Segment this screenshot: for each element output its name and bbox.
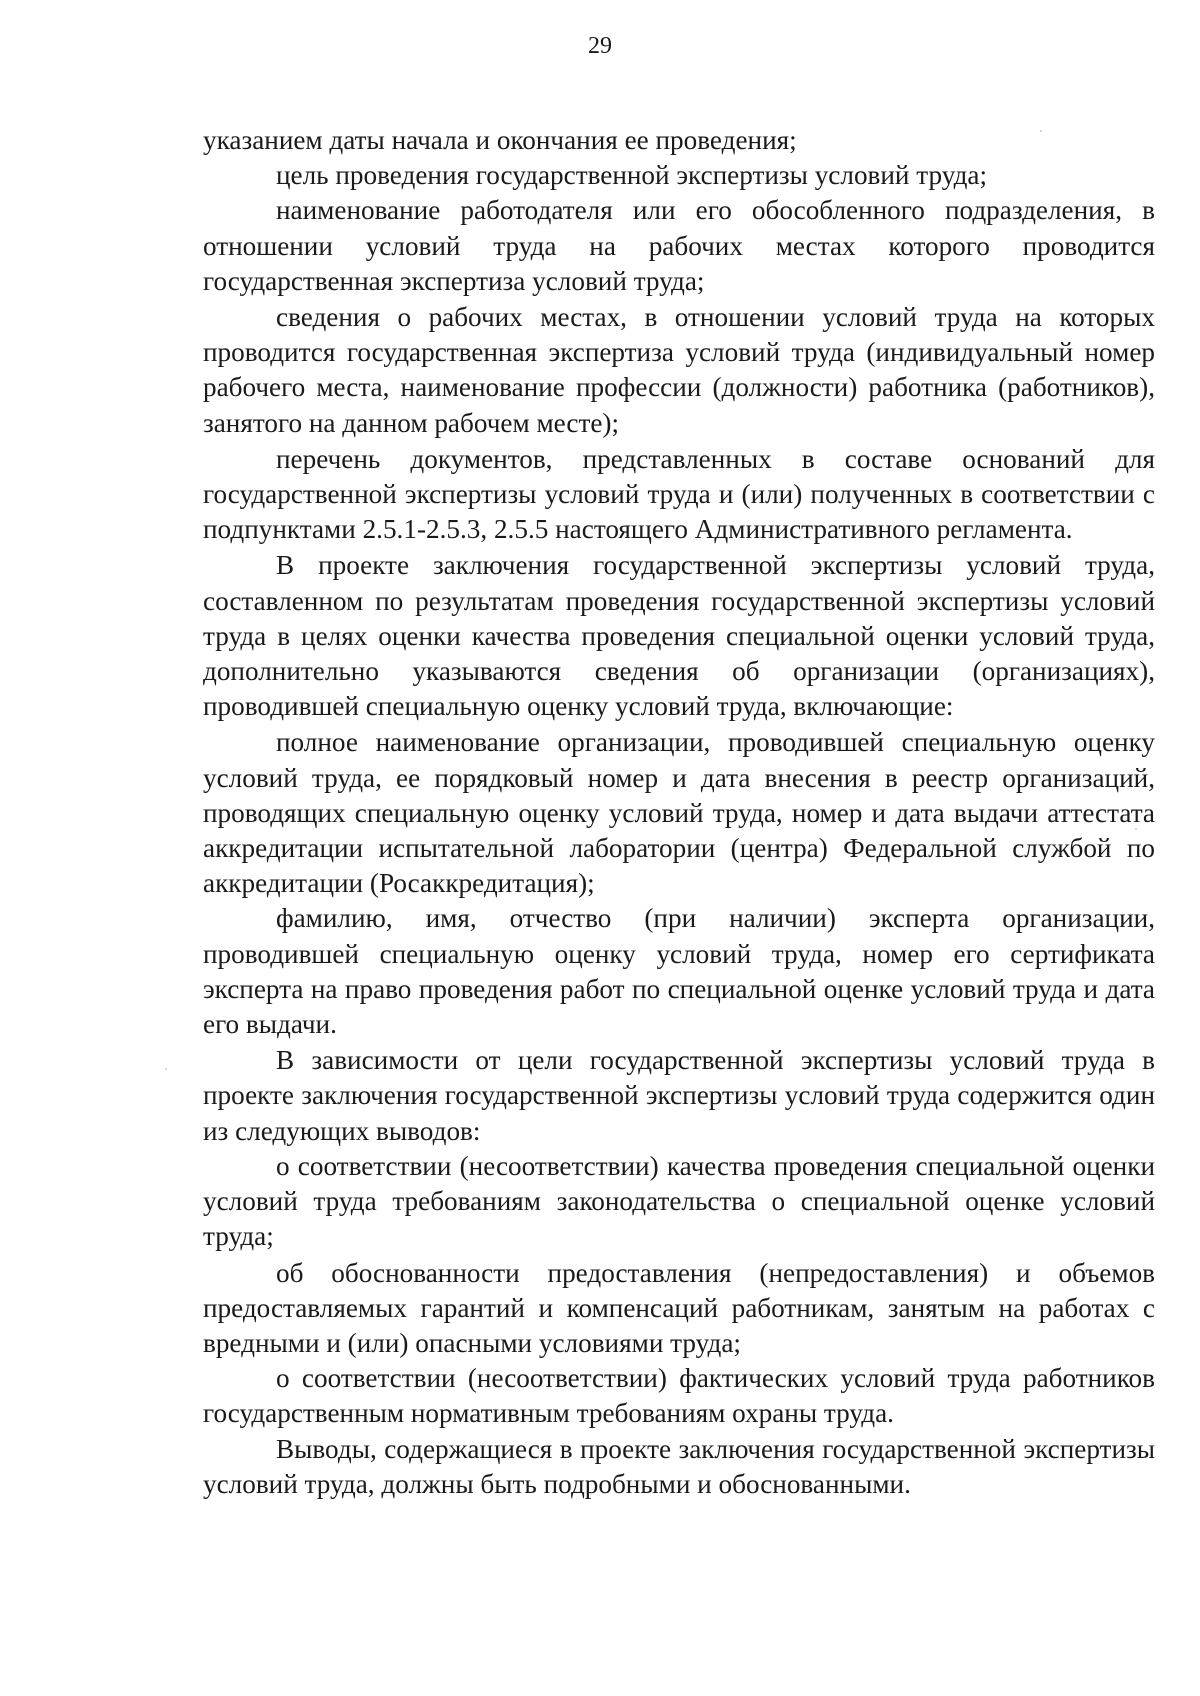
- paragraph-expertise-goal: цель проведения государственной экспертизы условий труда;: [276, 160, 988, 191]
- paragraph-employer-name: наименование работодателя или его обособленного подразделения, в отношении условий труда на рабочих местах которого проводится государственная экспертиза условий труда;: [203, 195, 1155, 296]
- document-body: [203, 123, 1155, 1502]
- scan-speck: [1135, 828, 1137, 830]
- paragraph-assessment-organization: В проекте заключения государственной экспертизы условий труда, составленном по результатам проведения государственной экспертизы условий труда в целях оценки качества проведения специальной оценки условий труда, дополнительно указываются сведения об организации (организациях), проводившей специальную оценку условий труда, включающие:: [203, 550, 1155, 722]
- paragraph-conclusion-types: В зависимости от цели государственной экспертизы условий труда в проекте заключения государственной экспертизы условий труда содержится один из следующих выводов:: [203, 1045, 1155, 1146]
- paragraph-actual-conditions: о соответствии (несоответствии) фактических условий труда работников государственным нормативным требованиям охраны труда.: [203, 1363, 1155, 1429]
- paragraph-conclusions-detail: Выводы, содержащиеся в проекте заключения государственной экспертизы условий труда, должны быть подробными и обоснованными.: [203, 1433, 1155, 1499]
- scan-speck: [165, 1068, 167, 1070]
- paragraph-date-range: указанием даты начала и окончания ее проведения;: [203, 125, 797, 155]
- scan-speck: [1040, 130, 1042, 132]
- page-number: 29: [588, 33, 612, 59]
- paragraph-expert-name: фамилию, имя, отчество (при наличии) эксперта организации, проводившей специальную оценку условий труда, номер его сертификата эксперта на право проведения работ по специальной оценке условий труда и дата его выдачи.: [203, 903, 1155, 1040]
- paragraph-workplace-info: сведения о рабочих местах, в отношении условий труда на которых проводится государственная экспертиза условий труда (индивидуальный номер рабочего места, наименование профессии (должности) работника (работников), занятого на данном рабочем месте);: [203, 302, 1155, 438]
- paragraph-quality-conformity: о соответствии (несоответствии) качества проведения специальной оценки условий труда требованиям законодательства о специальной оценке условий труда;: [203, 1150, 1155, 1252]
- paragraph-organization-full-name: полное наименование организации, проводившей специальную оценку условий труда, ее порядковый номер и дата внесения в реестр организаций, проводящих специальную оценку условий труда, номер и дата выдачи аттестата аккредитации испытательной лаборатории (центра) Федеральной службой по аккредитации (Росаккредитация);: [203, 727, 1155, 899]
- paragraph-guarantees-justification: об обоснованности предоставления (непредоставления) и объемов предоставляемых гарантий и компенсаций работникам, занятым на работах с вредными и (или) опасными условиями труда;: [203, 1257, 1155, 1358]
- paragraph-document-list: перечень документов, представленных в составе оснований для государственной экспертизы условий труда и (или) полученных в соответствии с подпунктами 2.5.1-2.5.3, 2.5.5 настоящего Административного регламента.: [203, 443, 1155, 545]
